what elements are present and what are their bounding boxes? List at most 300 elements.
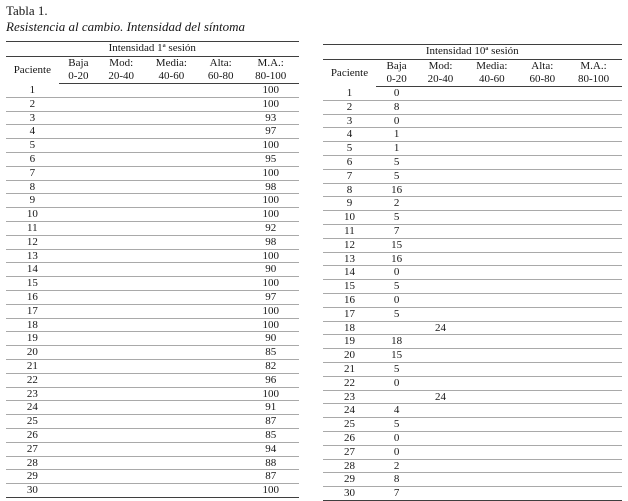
cell-value: 88 xyxy=(243,456,299,470)
cell-value xyxy=(144,401,198,415)
table-row xyxy=(6,249,299,263)
cell-value xyxy=(98,401,144,415)
cell-value xyxy=(565,114,622,128)
cell-value xyxy=(59,208,98,222)
cell-value xyxy=(144,290,198,304)
cell-value xyxy=(144,221,198,235)
cell-value: 100 xyxy=(243,318,299,332)
cell-value xyxy=(565,183,622,197)
cell-value xyxy=(520,335,566,349)
cell-value xyxy=(376,321,416,335)
cell-value xyxy=(144,263,198,277)
cell-value xyxy=(417,335,464,349)
cell-value xyxy=(464,321,519,335)
cell-value xyxy=(520,238,566,252)
cell-value xyxy=(144,84,198,98)
cell-paciente: 20 xyxy=(323,349,377,363)
cell-value xyxy=(464,100,519,114)
cell-value xyxy=(520,87,566,101)
cell-value xyxy=(565,128,622,142)
cell-value xyxy=(98,332,144,346)
col-header-label: Baja xyxy=(386,59,407,72)
cell-value xyxy=(198,346,242,360)
table-row xyxy=(6,194,299,208)
cell-value xyxy=(144,166,198,180)
cell-value xyxy=(417,211,464,225)
cell-paciente: 8 xyxy=(6,180,59,194)
table-row xyxy=(6,442,299,456)
cell-value: 16 xyxy=(376,183,416,197)
cell-value xyxy=(565,293,622,307)
table-row xyxy=(323,252,623,266)
cell-value: 24 xyxy=(417,321,464,335)
table-row xyxy=(6,277,299,291)
cell-value xyxy=(565,307,622,321)
cell-value xyxy=(464,238,519,252)
cell-value xyxy=(59,387,98,401)
table-row xyxy=(323,445,623,459)
table-row xyxy=(6,152,299,166)
cell-value: 100 xyxy=(243,249,299,263)
cell-value xyxy=(98,111,144,125)
cell-value xyxy=(417,445,464,459)
table-row xyxy=(6,428,299,442)
table-row xyxy=(323,211,623,225)
cell-paciente: 27 xyxy=(323,445,377,459)
cell-value xyxy=(144,470,198,484)
cell-value xyxy=(144,194,198,208)
cell-value: 98 xyxy=(243,180,299,194)
cell-value xyxy=(464,459,519,473)
cell-value xyxy=(417,197,464,211)
cell-paciente: 26 xyxy=(323,431,377,445)
col-header-range: 80-100 xyxy=(243,70,299,84)
cell-value xyxy=(464,362,519,376)
cell-value xyxy=(417,280,464,294)
cell-value xyxy=(520,252,566,266)
cell-paciente: 29 xyxy=(323,473,377,487)
col-header-range: 40-60 xyxy=(464,73,519,87)
cell-value xyxy=(417,404,464,418)
table-intensity-session-1 xyxy=(6,41,299,498)
cell-value xyxy=(144,359,198,373)
cell-value: 7 xyxy=(393,487,400,500)
cell-value xyxy=(59,332,98,346)
cell-value xyxy=(98,373,144,387)
cell-value xyxy=(98,277,144,291)
table-row xyxy=(323,266,623,280)
cell-value xyxy=(98,470,144,484)
cell-paciente: 25 xyxy=(6,415,59,429)
cell-value xyxy=(144,249,198,263)
cell-value xyxy=(144,152,198,166)
cell-value xyxy=(59,221,98,235)
cell-value xyxy=(565,197,622,211)
cell-paciente: 29 xyxy=(6,470,59,484)
cell-value xyxy=(98,166,144,180)
table-row xyxy=(323,128,623,142)
cell-paciente: 15 xyxy=(323,280,377,294)
cell-value xyxy=(417,87,464,101)
cell-value xyxy=(59,318,98,332)
cell-value xyxy=(144,387,198,401)
cell-value xyxy=(98,139,144,153)
cell-paciente: 6 xyxy=(323,155,377,169)
cell-value xyxy=(565,335,622,349)
cell-paciente: 3 xyxy=(6,111,59,125)
cell-value xyxy=(417,155,464,169)
cell-value xyxy=(198,97,242,111)
col-header-range: 0-20 xyxy=(59,70,98,84)
cell-value xyxy=(198,456,242,470)
cell-value xyxy=(198,84,242,98)
cell-value xyxy=(520,100,566,114)
cell-value: 8 xyxy=(376,473,416,487)
cell-value xyxy=(417,128,464,142)
cell-value xyxy=(98,208,144,222)
cell-value xyxy=(144,373,198,387)
col-header-range: 60-80 xyxy=(198,70,242,84)
cell-value xyxy=(59,346,98,360)
cell-paciente: 21 xyxy=(6,359,59,373)
table-row xyxy=(6,208,299,222)
cell-value xyxy=(98,221,144,235)
col-header-paciente: Paciente xyxy=(13,63,51,76)
cell-value: 0 xyxy=(376,266,416,280)
cell-value xyxy=(417,169,464,183)
cell-value: 90 xyxy=(243,263,299,277)
table-row xyxy=(6,125,299,139)
table-row xyxy=(323,114,623,128)
cell-value: 5 xyxy=(376,362,416,376)
cell-value xyxy=(198,290,242,304)
cell-value xyxy=(59,139,98,153)
cell-value: 1 xyxy=(376,142,416,156)
col-header-label: M.A.: xyxy=(257,56,284,69)
cell-value xyxy=(144,484,198,498)
cell-paciente: 13 xyxy=(6,249,59,263)
cell-value xyxy=(565,349,622,363)
cell-value: 2 xyxy=(376,459,416,473)
cell-value xyxy=(144,428,198,442)
cell-value xyxy=(417,349,464,363)
table-row xyxy=(6,346,299,360)
cell-value xyxy=(464,252,519,266)
cell-value: 4 xyxy=(376,404,416,418)
cell-value xyxy=(59,125,98,139)
table-row xyxy=(6,97,299,111)
cell-paciente: 23 xyxy=(323,390,377,404)
cell-value xyxy=(59,235,98,249)
cell-value: 5 xyxy=(376,418,416,432)
cell-paciente: 28 xyxy=(6,456,59,470)
table-row xyxy=(323,376,623,390)
cell-value xyxy=(565,404,622,418)
cell-value: 100 xyxy=(243,208,299,222)
cell-value: 100 xyxy=(243,194,299,208)
cell-value xyxy=(59,152,98,166)
cell-value xyxy=(565,376,622,390)
col-header-label: Media: xyxy=(476,59,508,72)
cell-value xyxy=(464,445,519,459)
cell-value xyxy=(59,180,98,194)
cell-value: 100 xyxy=(262,484,279,497)
cell-paciente: 3 xyxy=(323,114,377,128)
cell-value xyxy=(59,428,98,442)
cell-value xyxy=(520,155,566,169)
cell-value: 1 xyxy=(376,128,416,142)
cell-value xyxy=(464,87,519,101)
cell-paciente: 20 xyxy=(6,346,59,360)
col-header-label: Mod: xyxy=(428,59,453,72)
table-row xyxy=(323,459,623,473)
cell-value xyxy=(198,415,242,429)
cell-value xyxy=(417,307,464,321)
cell-value xyxy=(417,459,464,473)
cell-value xyxy=(520,142,566,156)
table-row xyxy=(323,280,623,294)
table-row xyxy=(323,321,623,335)
cell-value: 97 xyxy=(243,125,299,139)
cell-value xyxy=(198,277,242,291)
cell-value xyxy=(144,332,198,346)
cell-value xyxy=(464,169,519,183)
cell-paciente: 17 xyxy=(323,307,377,321)
cell-value: 0 xyxy=(376,431,416,445)
table-row xyxy=(6,401,299,415)
table-row xyxy=(6,290,299,304)
cell-value xyxy=(144,415,198,429)
cell-value xyxy=(520,445,566,459)
cell-value xyxy=(565,362,622,376)
cell-paciente: 2 xyxy=(6,97,59,111)
cell-value xyxy=(565,142,622,156)
cell-value xyxy=(464,266,519,280)
table-caption: Intensidad 1ª sesión xyxy=(6,42,299,57)
cell-paciente: 30 xyxy=(26,484,38,497)
cell-paciente: 23 xyxy=(6,387,59,401)
cell-value xyxy=(198,373,242,387)
cell-paciente: 14 xyxy=(6,263,59,277)
cell-value xyxy=(59,470,98,484)
cell-value xyxy=(198,263,242,277)
col-header-label: Baja xyxy=(68,56,89,69)
cell-value xyxy=(144,346,198,360)
cell-value xyxy=(98,194,144,208)
cell-value xyxy=(59,456,98,470)
cell-value xyxy=(417,487,464,501)
cell-paciente: 11 xyxy=(6,221,59,235)
col-header-label: Alta: xyxy=(531,59,554,72)
cell-value xyxy=(98,152,144,166)
table-row xyxy=(323,197,623,211)
cell-value xyxy=(464,376,519,390)
table-row xyxy=(323,404,623,418)
cell-value xyxy=(417,224,464,238)
table-row xyxy=(6,180,299,194)
cell-value: 16 xyxy=(376,252,416,266)
cell-value: 100 xyxy=(243,84,299,98)
cell-value: 100 xyxy=(243,387,299,401)
cell-value xyxy=(520,362,566,376)
cell-value xyxy=(520,128,566,142)
cell-value xyxy=(565,224,622,238)
cell-value xyxy=(59,111,98,125)
cell-value xyxy=(198,304,242,318)
cell-paciente: 17 xyxy=(6,304,59,318)
cell-value xyxy=(464,280,519,294)
cell-paciente: 22 xyxy=(6,373,59,387)
cell-value xyxy=(198,359,242,373)
cell-value xyxy=(464,293,519,307)
cell-value xyxy=(198,152,242,166)
cell-value xyxy=(198,484,242,498)
cell-value xyxy=(464,431,519,445)
cell-value xyxy=(98,263,144,277)
cell-value xyxy=(59,166,98,180)
cell-value xyxy=(98,290,144,304)
cell-value xyxy=(144,456,198,470)
cell-value: 97 xyxy=(243,290,299,304)
cell-paciente: 30 xyxy=(343,487,355,500)
cell-value xyxy=(565,87,622,101)
cell-value: 87 xyxy=(243,415,299,429)
cell-value xyxy=(464,142,519,156)
cell-value xyxy=(198,166,242,180)
cell-value xyxy=(464,390,519,404)
cell-value xyxy=(59,97,98,111)
cell-value xyxy=(520,224,566,238)
cell-value: 5 xyxy=(376,155,416,169)
table-row xyxy=(323,362,623,376)
cell-value xyxy=(198,249,242,263)
cell-paciente: 10 xyxy=(323,211,377,225)
tables-container xyxy=(6,41,622,501)
cell-value xyxy=(417,142,464,156)
cell-value xyxy=(464,197,519,211)
cell-value xyxy=(464,418,519,432)
col-header-range: 80-100 xyxy=(565,73,622,87)
col-header-label: Alta: xyxy=(209,56,232,69)
cell-value xyxy=(565,487,622,501)
cell-value: 100 xyxy=(243,304,299,318)
cell-value xyxy=(198,194,242,208)
cell-value xyxy=(464,114,519,128)
cell-value xyxy=(417,100,464,114)
cell-value xyxy=(520,487,566,501)
table-row xyxy=(323,390,623,404)
table-intensity-session-10 xyxy=(323,44,623,501)
cell-paciente: 9 xyxy=(6,194,59,208)
table-row xyxy=(323,418,623,432)
table-row xyxy=(6,318,299,332)
cell-value xyxy=(98,456,144,470)
table-row xyxy=(6,84,299,98)
cell-value xyxy=(98,235,144,249)
table-row xyxy=(6,456,299,470)
cell-value: 93 xyxy=(243,111,299,125)
col-header-range: 20-40 xyxy=(417,73,464,87)
cell-value xyxy=(198,221,242,235)
table-row xyxy=(6,221,299,235)
cell-value xyxy=(565,169,622,183)
cell-value: 0 xyxy=(376,445,416,459)
cell-value xyxy=(520,376,566,390)
cell-value xyxy=(520,169,566,183)
cell-value xyxy=(376,390,416,404)
table-row xyxy=(323,335,623,349)
cell-value xyxy=(417,252,464,266)
cell-value: 100 xyxy=(243,139,299,153)
cell-value: 8 xyxy=(376,100,416,114)
table-row xyxy=(323,100,623,114)
cell-value xyxy=(98,387,144,401)
cell-value xyxy=(520,459,566,473)
cell-value xyxy=(565,459,622,473)
cell-value xyxy=(98,249,144,263)
cell-paciente: 26 xyxy=(6,428,59,442)
cell-value xyxy=(464,128,519,142)
cell-value xyxy=(59,194,98,208)
table-row xyxy=(6,263,299,277)
cell-value xyxy=(520,321,566,335)
cell-value xyxy=(198,111,242,125)
cell-value: 90 xyxy=(243,332,299,346)
table-row xyxy=(6,139,299,153)
col-header-paciente: Paciente xyxy=(330,66,369,79)
cell-value xyxy=(59,401,98,415)
cell-value xyxy=(59,290,98,304)
cell-value xyxy=(464,183,519,197)
table-row xyxy=(6,470,299,484)
cell-value: 95 xyxy=(243,152,299,166)
table-row xyxy=(323,487,623,501)
cell-value: 91 xyxy=(243,401,299,415)
col-header-range: 40-60 xyxy=(144,70,198,84)
table-row xyxy=(323,169,623,183)
cell-value xyxy=(417,183,464,197)
cell-value xyxy=(98,180,144,194)
cell-paciente: 13 xyxy=(323,252,377,266)
cell-value xyxy=(417,431,464,445)
table-row xyxy=(6,304,299,318)
cell-value xyxy=(464,335,519,349)
table-row xyxy=(6,166,299,180)
cell-value: 100 xyxy=(243,166,299,180)
cell-value xyxy=(198,318,242,332)
cell-value xyxy=(98,125,144,139)
cell-value: 92 xyxy=(243,221,299,235)
cell-value xyxy=(464,307,519,321)
cell-paciente: 4 xyxy=(323,128,377,142)
col-header-range: 0-20 xyxy=(376,73,416,87)
cell-value xyxy=(98,484,144,498)
table-row xyxy=(6,332,299,346)
cell-value xyxy=(198,387,242,401)
table-row xyxy=(6,373,299,387)
cell-value: 2 xyxy=(376,197,416,211)
cell-value xyxy=(144,180,198,194)
cell-value xyxy=(198,125,242,139)
cell-value: 100 xyxy=(243,97,299,111)
cell-paciente: 12 xyxy=(6,235,59,249)
cell-paciente: 21 xyxy=(323,362,377,376)
table-number-title: Tabla 1. xyxy=(6,3,48,18)
cell-paciente: 19 xyxy=(323,335,377,349)
cell-value xyxy=(565,390,622,404)
cell-paciente: 14 xyxy=(323,266,377,280)
cell-paciente: 5 xyxy=(323,142,377,156)
